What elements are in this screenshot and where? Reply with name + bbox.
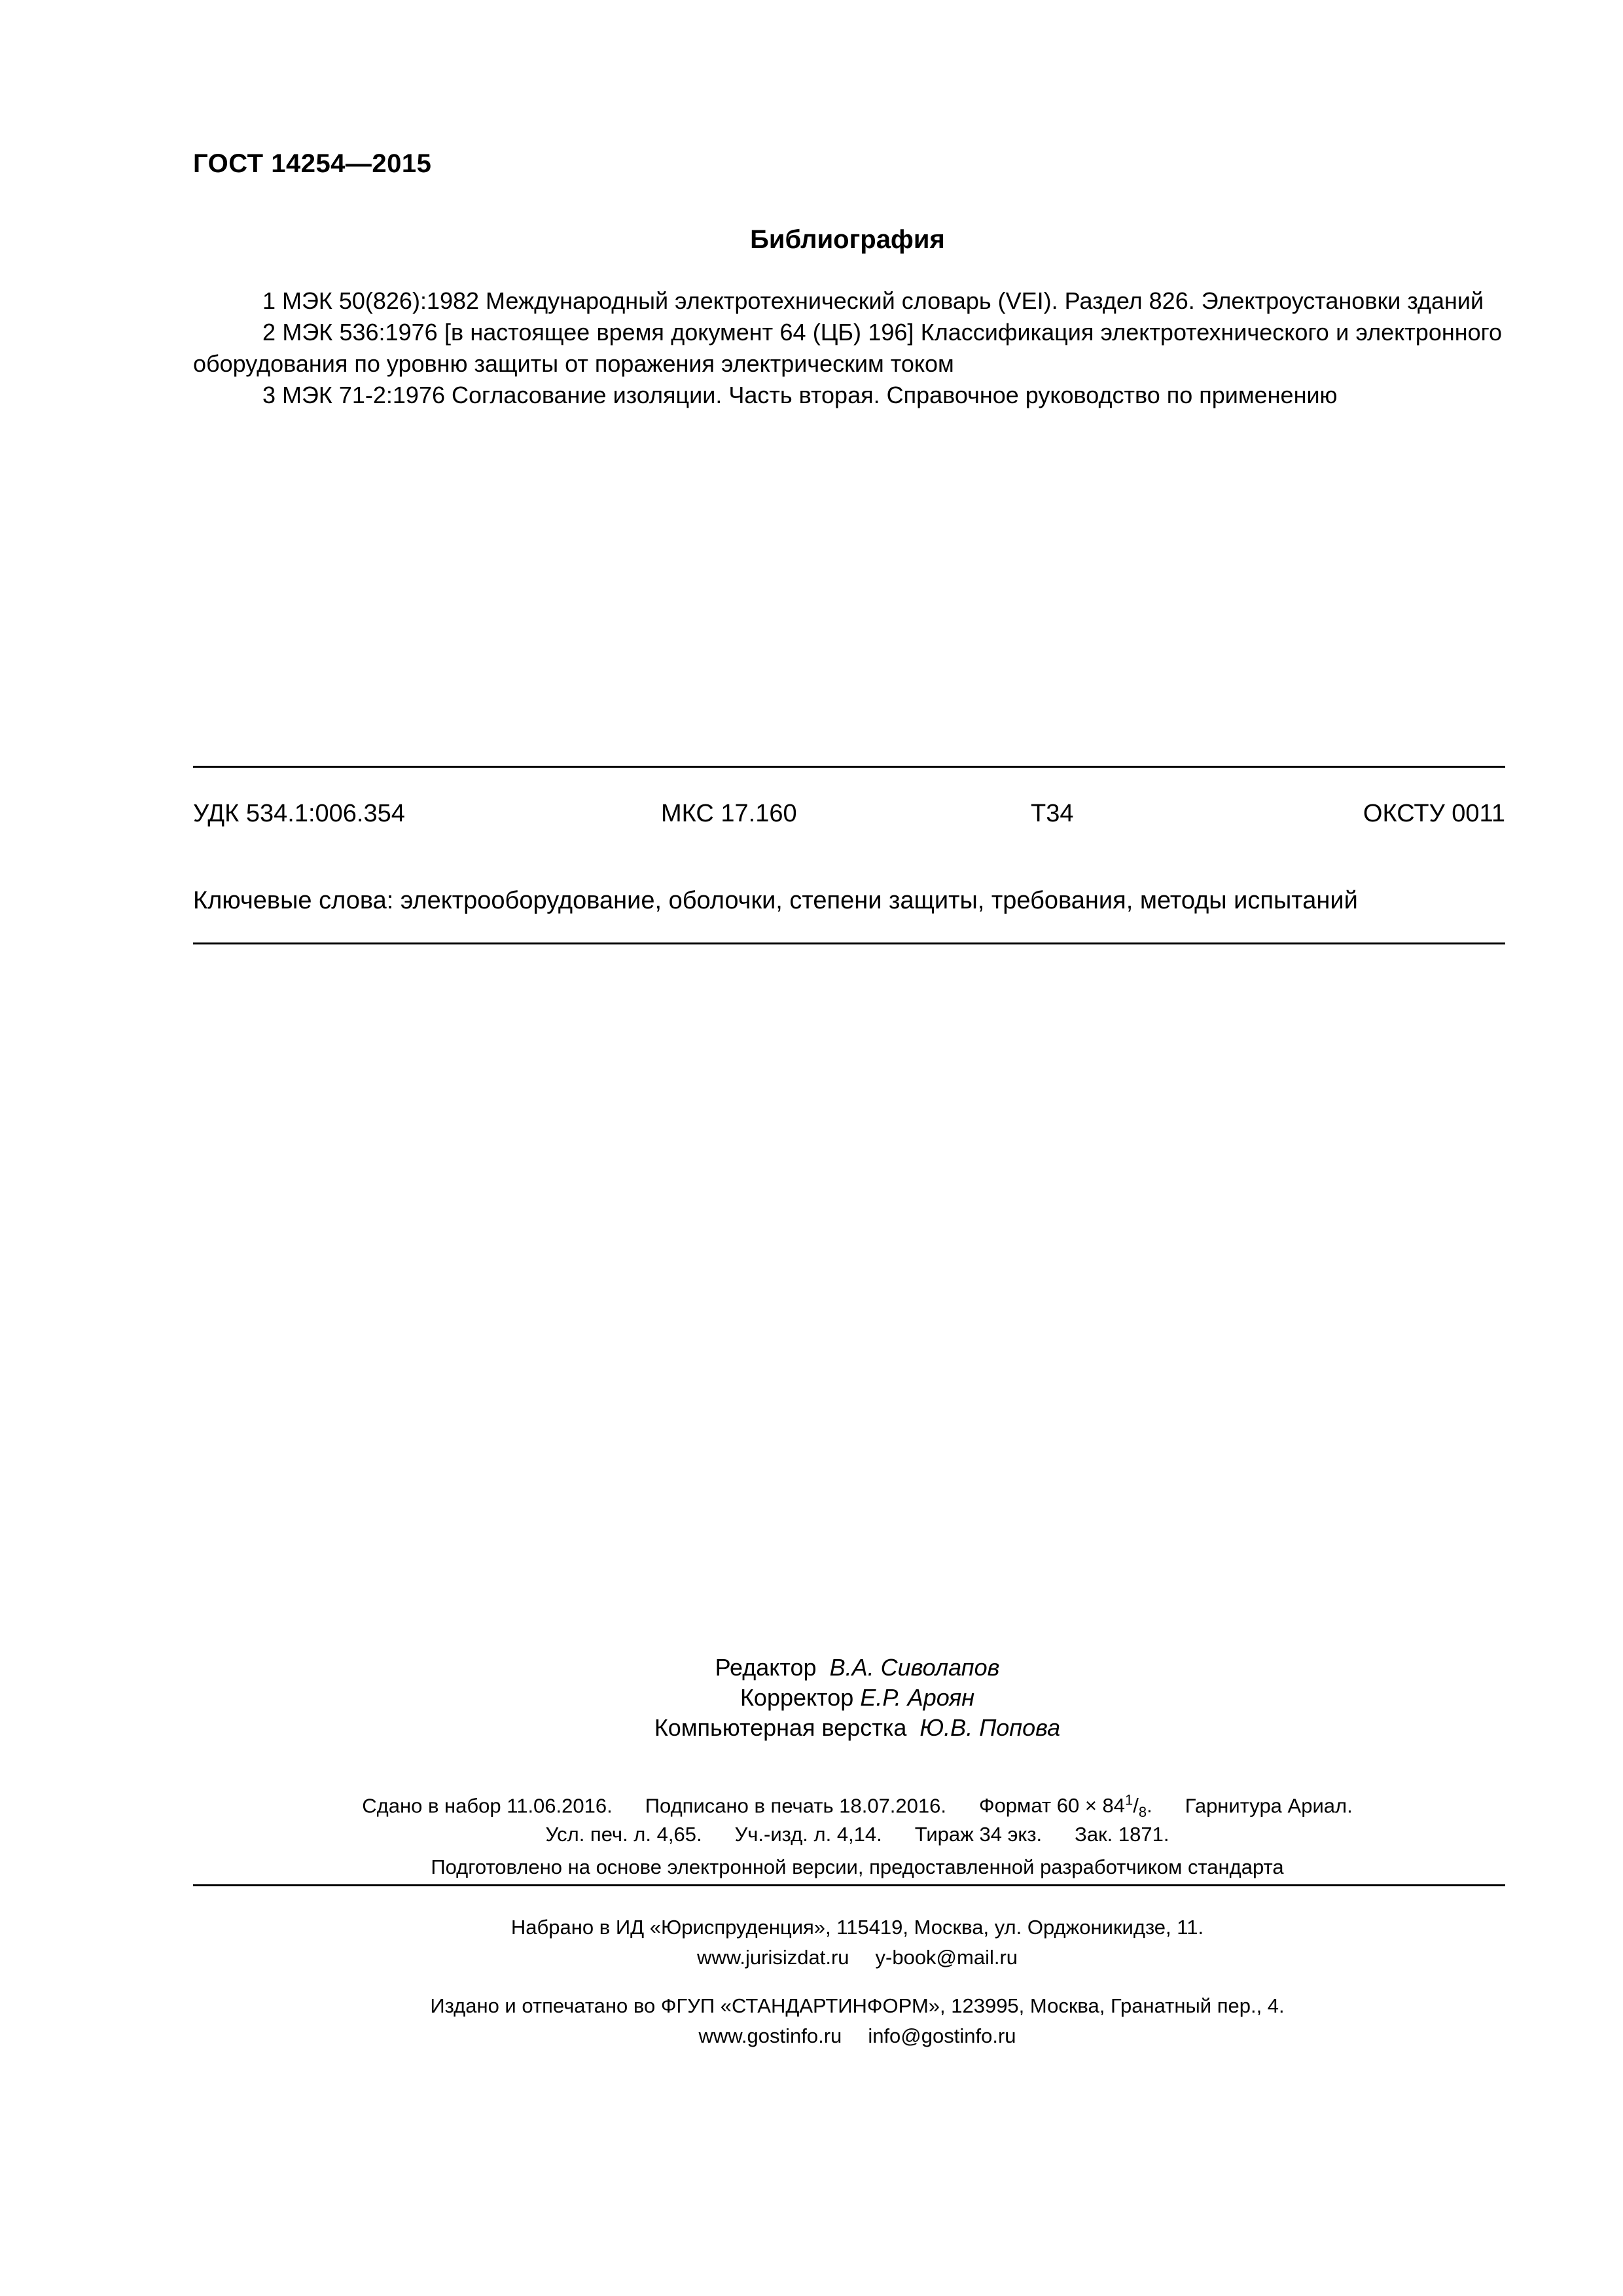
mks-code: МКС 17.160	[661, 800, 797, 827]
divider-publisher	[193, 1884, 1505, 1886]
bibliography-list	[193, 285, 1502, 411]
udk-code: УДК 534.1:006.354	[193, 800, 405, 827]
keywords-line: Ключевые слова: электрооборудование, оболочки, степени защиты, требования, методы испытаний	[193, 887, 1358, 914]
bibliography-item: 1 МЭК 50(826):1982 Международный электротехнический словарь (VEI). Раздел 826. Электроустановки зданий	[262, 287, 1484, 314]
bibliography-item: 3 МЭК 71-2:1976 Согласование изоляции. Часть вторая. Справочное руководство по применению	[262, 382, 1338, 408]
category-code: Т34	[1031, 800, 1074, 827]
corrector-label: Корректор	[740, 1684, 854, 1711]
divider-top	[193, 766, 1505, 768]
typeset-contacts	[0, 1943, 1623, 1973]
signed-to-print: Подписано в печать 18.07.2016.	[645, 1794, 946, 1818]
corrector-line	[0, 1683, 1623, 1713]
editor-name: В.А. Сиволапов	[829, 1654, 1000, 1681]
layout-name: Ю.В. Попова	[919, 1714, 1061, 1741]
bibliography-title: Библиография	[750, 225, 945, 254]
typeset-website-link[interactable]: www.jurisizdat.ru	[696, 1946, 849, 1969]
printed-contacts	[0, 2021, 1623, 2051]
print-run: Тираж 34 экз.	[914, 1823, 1043, 1846]
credits-block	[0, 1653, 1623, 1743]
typeset-block	[0, 1912, 1623, 1973]
standard-number-header: ГОСТ 14254—2015	[193, 149, 432, 178]
layout-line	[0, 1713, 1623, 1743]
editor-line	[0, 1653, 1623, 1683]
typeface: Гарнитура Ариал.	[1185, 1794, 1353, 1818]
okstu-code: ОКСТУ 0011	[1363, 800, 1505, 827]
print-info-line-2	[0, 1818, 1623, 1852]
print-sheets: Усл. печ. л. 4,65.	[545, 1823, 702, 1846]
layout-label: Компьютерная верстка	[654, 1714, 907, 1741]
corrector-name: Е.Р. Ароян	[860, 1684, 975, 1711]
editor-label: Редактор	[715, 1654, 817, 1681]
typeset-email-link[interactable]: y-book@mail.ru	[875, 1946, 1018, 1969]
sent-to-set: Сдано в набор 11.06.2016.	[362, 1794, 613, 1818]
typeset-address: Набрано в ИД «Юриспруденция», 115419, Москва, ул. Орджоникидзе, 11.	[510, 1916, 1204, 1939]
classification-row	[193, 800, 1505, 833]
prepared-note: Подготовлено на основе электронной версии, предоставленной разработчиком стандарта	[431, 1856, 1284, 1878]
paper-format: Формат $60 \times 84^1/_8$.	[979, 1792, 1152, 1821]
printed-website-link[interactable]: www.gostinfo.ru	[698, 2024, 842, 2047]
divider-keywords	[193, 942, 1505, 944]
bibliography-item: 2 МЭК 536:1976 [в настоящее время документ 64 (ЦБ) 196] Классификация электротехнического и электронного оборудования по уровню защиты от поражения электрическим током	[193, 319, 1502, 377]
printed-address: Издано и отпечатано во ФГУП «СТАНДАРТИНФОРМ», 123995, Москва, Гранатный пер., 4.	[430, 1994, 1285, 2017]
publishing-sheets: Уч.-изд. л. 4,14.	[734, 1823, 882, 1846]
printed-email-link[interactable]: info@gostinfo.ru	[868, 2024, 1016, 2047]
order-number: Зак. 1871.	[1075, 1823, 1169, 1846]
printed-block	[0, 1991, 1623, 2051]
